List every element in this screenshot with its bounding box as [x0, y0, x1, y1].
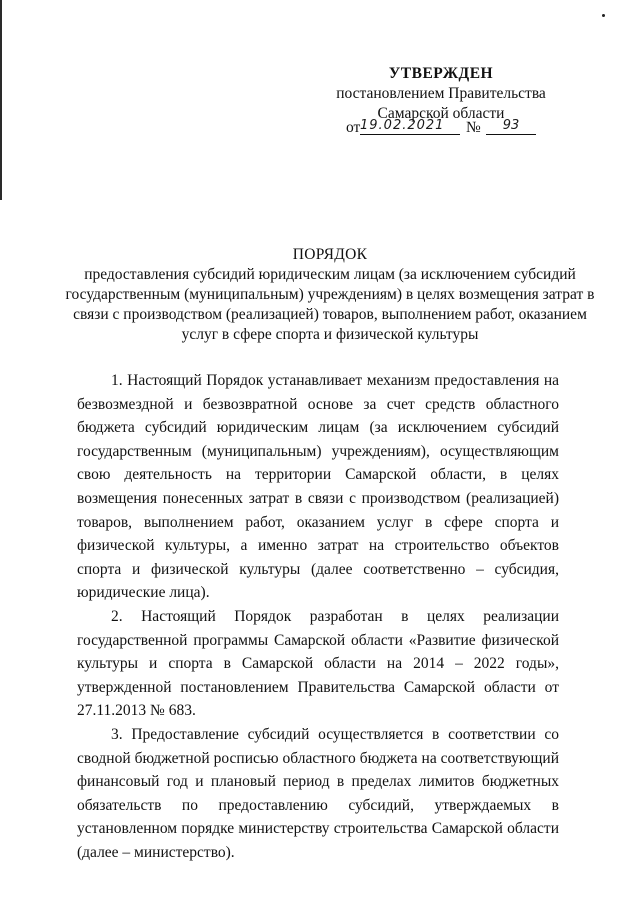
approval-title: УТВЕРЖДЕН	[388, 65, 494, 82]
paragraph-2: 2. Настоящий Порядок разработан в целях реализации государственной программы Самарской области «Развитие физической культуры и спорта в Самарской области на 2014 – 2022 годы», утвержденной постановлением Правительства Самарской области от 27.11.2013 № 683.	[77, 607, 559, 720]
paragraph-3: 3. Предоставление субсидий осуществляется в соответствии со сводной бюджетной росписью областного бюджета на соответствующий финансовый год и плановый период в пределах лимитов бюджетных обязательств по предоставлению субсидий, утверждаемых в установленном порядке министерству строительства Самарской области (далее – министерство).	[77, 725, 559, 861]
paragraph-1: 1. Настоящий Порядок устанавливает механизм предоставления на безвозмездной и безвозвратной основе за счет средств областного бюджета субсидий юридическим лицам (за исключением субсидий государственным (муниципальным) учреждениям), осуществляющим свою деятельность на территории Самарской области, в целях возмещения понесенных затрат в связи с производством (реализацией) товаров, выполнением работ, оказанием услуг в сфере спорта и физической культуры, а именно затрат на строительство объектов спорта и физической культуры (далее соответственно – субсидия, юридические лица).	[77, 372, 559, 602]
handwritten-date: 19.02.2021	[360, 118, 460, 135]
approval-block	[330, 64, 552, 124]
date-from-label: от	[346, 119, 361, 136]
handwritten-number: 93	[486, 118, 536, 135]
approval-line-1: постановлением Правительства	[336, 85, 546, 102]
document-title	[60, 245, 600, 345]
scan-edge-mark	[0, 0, 2, 200]
document-body	[77, 369, 559, 864]
title-subtitle: предоставления субсидий юридическим лицам (за исключением субсидий государственным (муниципальным) учреждениям) в целях возмещения затрат в связи с производством (реализацией) товаров, выполнением работ, оказанием услуг в сфере спорта и физической культуры	[65, 266, 595, 343]
scan-dot-mark	[602, 14, 605, 17]
title-main: ПОРЯДОК	[292, 246, 368, 263]
number-label: №	[466, 119, 481, 136]
approval-line-2: Самарской области	[377, 105, 505, 122]
